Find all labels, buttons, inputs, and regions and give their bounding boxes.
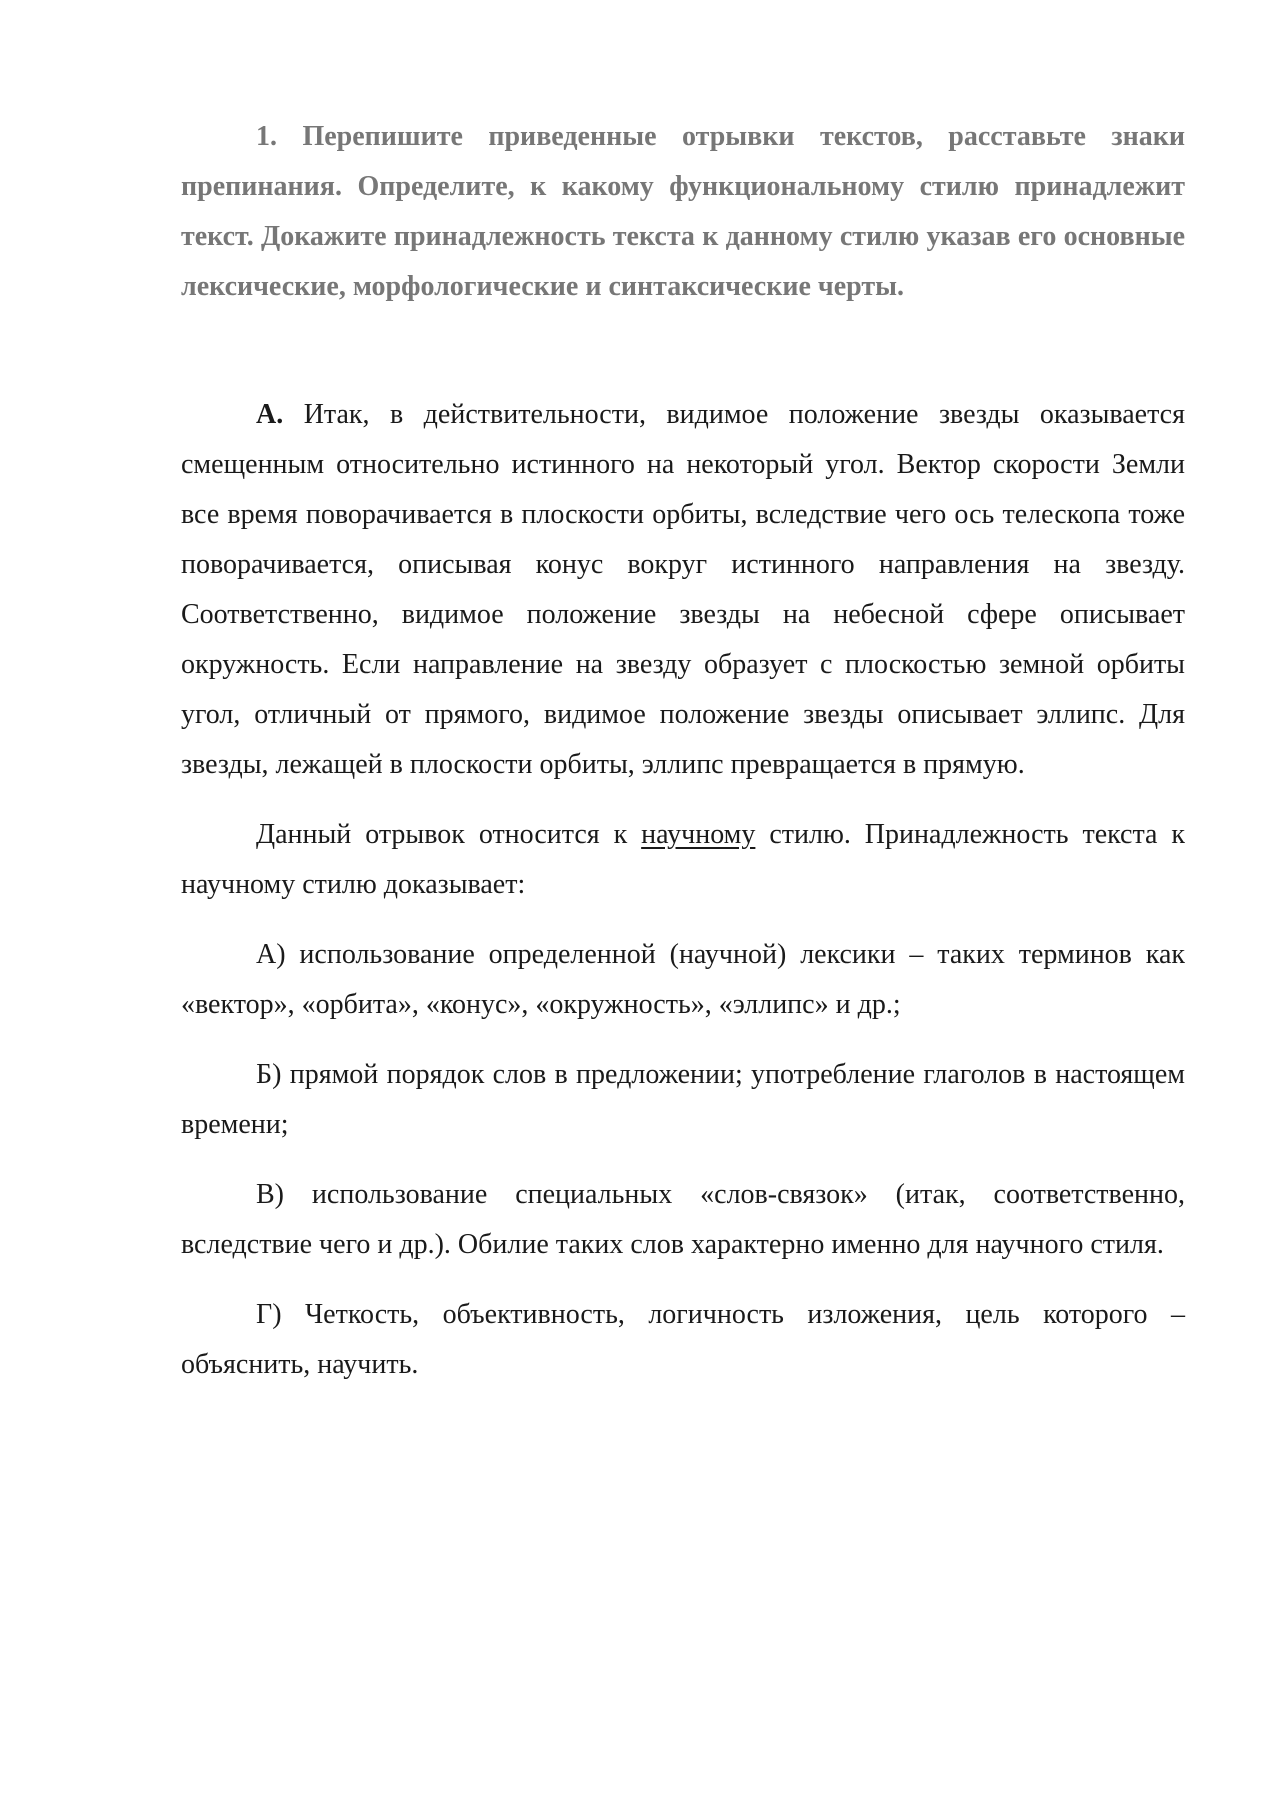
analysis-point-a: А) использование определенной (научной) лексики – таких терминов как «вектор», «орбита», «конус», «окружность», «эллипс» и др.; bbox=[181, 939, 1185, 1020]
passage-a bbox=[181, 390, 1185, 790]
task-instruction: 1. Перепишите приведенные отрывки текстов, расставьте знаки препинания. Определите, к какому функциональному стилю принадлежит текст. Докажите принадлежность текста к данному стилю указав его основные лексические, морфологические и синтаксические черты. bbox=[181, 121, 1185, 302]
analysis-intro-after: стилю. Принадлежность текста к научному стилю доказывает: bbox=[181, 819, 1185, 900]
document-page bbox=[181, 112, 1185, 1390]
analysis-intro-before: Данный отрывок относится к bbox=[256, 819, 642, 850]
passage-a-text: Итак, в действительности, видимое положение звезды оказывается смещенным относительно истинного на некоторый угол. Вектор скорости Земли все время поворачивается в плоскости орбиты, вследствие чего ось телескопа тоже поворачивается, описывая конус вокруг истинного направления на звезду. Соответственно, видимое положение звезды на небесной сфере описывает окружность. Если направление на звезду образует с плоскостью земной орбиты угол, отличный от прямого, видимое положение звезды описывает эллипс. Для звезды, лежащей в плоскости орбиты, эллипс превращается в прямую. bbox=[181, 399, 1185, 780]
analysis-point-b: Б) прямой порядок слов в предложении; употребление глаголов в настоящем времени; bbox=[181, 1059, 1185, 1140]
analysis-intro bbox=[181, 810, 1185, 910]
analysis-point-g: Г) Четкость, объективность, логичность изложения, цель которого – объяснить, научить. bbox=[181, 1299, 1185, 1380]
analysis-style-underlined: научному bbox=[641, 819, 756, 850]
passage-a-label: А. bbox=[256, 399, 284, 430]
analysis-point-v: В) использование специальных «слов-связок» (итак, соответственно, вследствие чего и др.). Обилие таких слов характерно именно для научного стиля. bbox=[181, 1179, 1185, 1260]
